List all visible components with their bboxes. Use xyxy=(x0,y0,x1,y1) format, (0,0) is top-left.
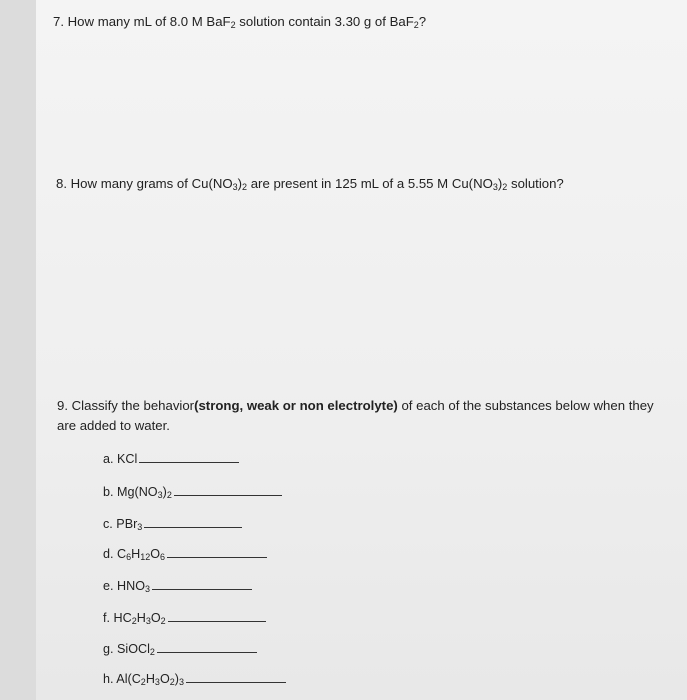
item-e-hno3: e. $HNO_3$ xyxy=(103,577,252,595)
answer-blank-f[interactable] xyxy=(168,609,266,622)
worksheet-page xyxy=(36,0,687,700)
item-c-pbr3: c. PBr$_3$ xyxy=(103,515,242,533)
item-d-c6h12o6: d. $C_6H_{12}O_6$ xyxy=(103,545,267,563)
answer-blank-g[interactable] xyxy=(157,640,257,653)
item-b-mgno3-2: b. $Mg(NO_3)_2$ xyxy=(103,483,282,501)
answer-blank-a[interactable] xyxy=(139,450,239,463)
answer-blank-e[interactable] xyxy=(152,577,252,590)
answer-blank-c[interactable] xyxy=(144,515,242,528)
item-g-siocl2: g. SiOCl$_2$ xyxy=(103,640,257,658)
answer-blank-h[interactable] xyxy=(186,670,286,683)
question-9: 9. Classify the behavior(strong, weak or non electrolyte) of each of the substances below when they are added to water. xyxy=(57,398,654,433)
answer-blank-d[interactable] xyxy=(167,545,267,558)
item-a-kcl: a. KCl xyxy=(103,450,239,468)
item-f-hc2h3o2: f. $HC_2H_3O_2$ xyxy=(103,609,266,627)
answer-blank-b[interactable] xyxy=(174,483,282,496)
item-h-alc2h3o2-3: h. $Al(C_2H_3O_2)_3$ xyxy=(103,670,286,688)
question-7: 7. How many mL of 8.0 M BaF$_2$ solution contain 3.30 g of BaF$_2$? xyxy=(53,14,427,30)
question-8: 8. How many grams of $Cu(NO_3)_2$ are present in 125 mL of a 5.55 M $Cu(NO_3)_2$ solution? xyxy=(56,176,564,192)
